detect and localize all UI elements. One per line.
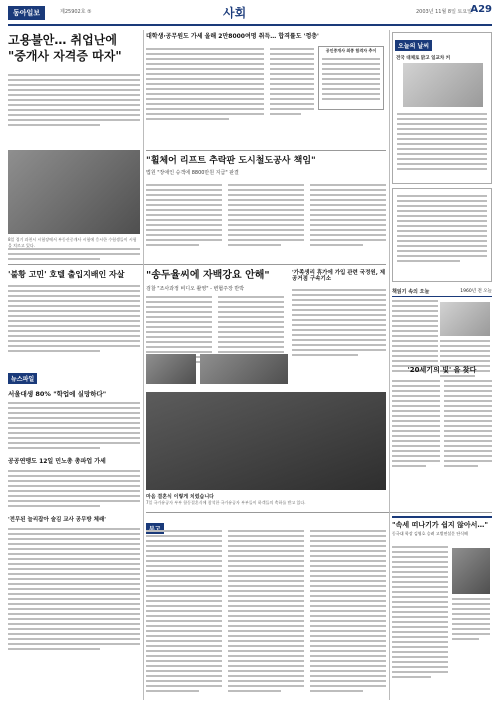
book-column-title: 책읽기 속의 오늘 — [392, 289, 430, 295]
song-headline: "송두율씨에 자백강요 안해" — [146, 270, 270, 281]
exam-headline: 대학생·공무원도 가세 올해 2만8000여명 취득… 합격률도 '껑충' — [146, 33, 319, 40]
book-column — [392, 288, 492, 297]
nis-headline: '가족생리 휴가에 가입 관련 국정원, 제공거점 구속기소 — [292, 270, 386, 283]
monk-photo — [452, 548, 490, 594]
exam-body-2 — [270, 48, 314, 115]
news-item-2: 공공연맹도 12일 민노총 총파업 가세 — [8, 458, 106, 466]
weather-map — [403, 63, 483, 107]
lead-headline-2: "중개사 자격증 따자" — [8, 48, 122, 63]
book-photo — [440, 302, 490, 336]
story-nis — [292, 270, 386, 356]
wedding-caption-text: 7일 국가유공자 부부 합동결혼식에 참석한 국가유공자 부부들이 하객들의 축하를 받고 있다. — [146, 500, 306, 505]
wedding-photo — [146, 392, 386, 490]
issue-date: 2003년 11월 8일 토요일 — [415, 9, 472, 15]
song-photo-2 — [200, 354, 288, 384]
wedding-caption-title: 마음 결혼식 이렇게 치렀습니다 — [146, 494, 215, 500]
story-lead — [8, 34, 140, 126]
story-wheelchair — [146, 156, 386, 176]
exam-body-1 — [146, 48, 264, 120]
exam-table — [318, 46, 384, 110]
lead-headline-1: 고용불안… 취업난에 — [8, 33, 117, 47]
news-item-1: 서울대생 80% "학업에 실망하다" — [8, 390, 107, 398]
lead-body-2 — [8, 248, 140, 260]
weather-table — [397, 113, 487, 170]
song-subhead: 검찰 "조사과정 비디오 촬영" - 변협주장 반박 — [146, 285, 245, 292]
lead-body — [8, 74, 140, 126]
light-headline: '20세기의 빛' 을 찾다 — [407, 366, 477, 374]
wheelchair-subhead: 법원 "장애인 승객에 8800만원 지급" 판결 — [146, 170, 239, 177]
section-title: 사회 — [223, 6, 247, 20]
story-song — [146, 270, 286, 292]
news-item-3: '전무된 늘리잡아 술김 교사 공무방 체래' — [8, 517, 106, 524]
monk-headline: "속세 떠나기가 쉽지 않아서…" — [392, 521, 488, 529]
lead-photo — [8, 150, 140, 234]
wheelchair-headline: "휠체어 리프트 추락판 도시철도공사 책임" — [146, 156, 316, 166]
exam-table-title: 공인중개사 최종 합격자 추이 — [325, 48, 377, 53]
weather-title: 오늘의 날씨 — [395, 40, 432, 51]
story-hotel — [8, 270, 140, 352]
news-file — [8, 366, 140, 650]
masthead: 동아일보 — [8, 6, 45, 20]
page-header — [8, 4, 492, 26]
weather-subtitle: 전국 대체로 맑고 일교차 커 — [396, 56, 451, 61]
monk-column — [392, 516, 492, 537]
page-number: A29 — [470, 4, 492, 15]
issue-number: 제25902호 ⑤ — [60, 9, 92, 15]
hotel-headline: '불황 고민' 호텔 출입지배인 자살 — [8, 270, 125, 279]
song-photo-1 — [146, 354, 196, 384]
news-file-label: 뉴스파일 — [8, 373, 37, 384]
story-exam — [146, 34, 386, 41]
weather-box — [392, 32, 492, 184]
light-column — [392, 366, 492, 374]
wedding-caption — [146, 493, 386, 506]
lead-caption: 8일 경기 과천시 시험장에서 부동산중개사 시험에 응시한 수험생들이 시험을 치르고 있다. — [8, 237, 137, 248]
book-column-year: 1960년 전 오늘 — [460, 289, 492, 294]
monk-subhead: 동국대 학장 김영호 승려 고별연설문 단식해 — [392, 531, 468, 537]
weather-box-2 — [392, 188, 492, 282]
